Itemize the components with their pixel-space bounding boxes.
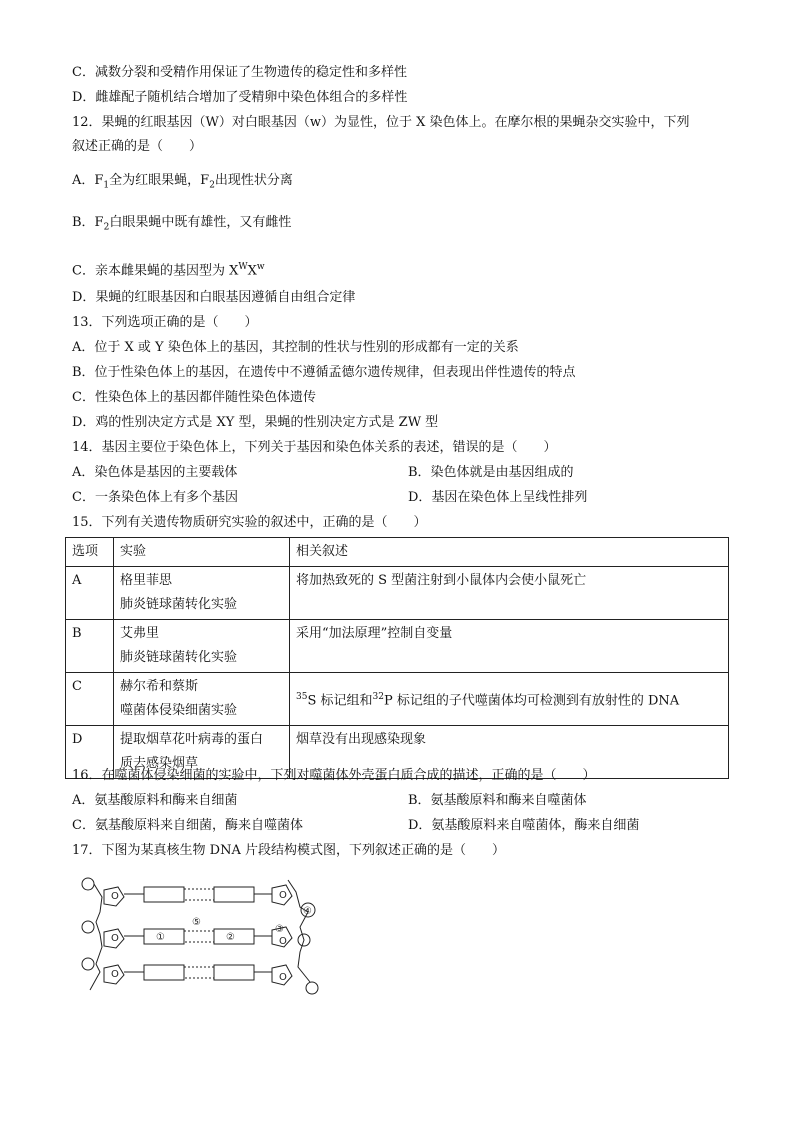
phosphate-circle bbox=[82, 878, 94, 890]
q12-option-b bbox=[72, 214, 291, 237]
q13-option-c: C．性染色体上的基因都伴随性染色体遗传 bbox=[72, 390, 316, 405]
hydrogen-bond-box bbox=[184, 889, 214, 900]
label-3: ③ bbox=[275, 924, 284, 935]
q12-option-a-post: 出现性状分离 bbox=[214, 173, 293, 188]
experiment-line1: 艾弗里 bbox=[120, 626, 160, 641]
phosphate-circle bbox=[82, 958, 94, 970]
hydrogen-bond-box bbox=[184, 967, 214, 978]
label-1: ① bbox=[156, 932, 165, 943]
row-description: 烟草没有出现感染现象 bbox=[290, 726, 729, 779]
base-rectangle bbox=[214, 965, 254, 980]
isotope-s35: 35 bbox=[296, 691, 308, 702]
q14-option-b: B．染色体就是由基因组成的 bbox=[408, 465, 574, 480]
q12-option-c bbox=[72, 258, 265, 280]
q16-option-c: C．氨基酸原料来自细菌，酶来自噬菌体 bbox=[72, 818, 303, 833]
sugar-oxygen-label: O bbox=[111, 891, 119, 902]
q14-option-d: D．基因在染色体上呈线性排列 bbox=[408, 490, 588, 505]
left-backbone bbox=[90, 884, 102, 990]
experiment-line2: 肺炎链球菌转化实验 bbox=[120, 597, 238, 612]
row-experiment bbox=[114, 567, 290, 620]
q13-option-d: D．鸡的性别决定方式是 XY 型，果蝇的性别决定方式是 ZW 型 bbox=[72, 415, 439, 430]
q14-option-a: A．染色体是基因的主要载体 bbox=[72, 465, 238, 480]
row-experiment bbox=[114, 620, 290, 673]
sugar-oxygen-label: O bbox=[111, 969, 119, 980]
header-experiment: 实验 bbox=[114, 538, 290, 567]
isotope-p32: 32 bbox=[372, 691, 384, 702]
q16-option-b: B．氨基酸原料和酶来自噬菌体 bbox=[408, 793, 587, 808]
q16-stem: 16．在噬菌体侵染细菌的实验中，下列对噬菌体外壳蛋白质合成的描述，正确的是（ ） bbox=[72, 768, 596, 783]
description-part-b: P 标记组的子代噬菌体均可检测到有放射性的 DNA bbox=[383, 693, 680, 709]
hydrogen-bond-box bbox=[184, 931, 214, 942]
table-row bbox=[66, 620, 729, 673]
base-rectangle bbox=[144, 887, 184, 902]
label-2: ② bbox=[226, 932, 235, 943]
row-option: C bbox=[66, 673, 114, 726]
header-option: 选项 bbox=[66, 538, 114, 567]
q12-option-a bbox=[72, 172, 293, 195]
phosphate-circle bbox=[82, 921, 94, 933]
table-header-row bbox=[66, 538, 729, 567]
q12-option-a-pre: A．F bbox=[72, 173, 104, 188]
q12-option-b-pre: B．F bbox=[72, 215, 104, 230]
row-experiment bbox=[114, 673, 290, 726]
row-description: 将加热致死的 S 型菌注射到小鼠体内会使小鼠死亡 bbox=[290, 567, 729, 620]
row-description: 采用“加法原理”控制自变量 bbox=[290, 620, 729, 673]
sugar-oxygen-label: O bbox=[279, 890, 287, 901]
experiment-line2: 噬菌体侵染细菌实验 bbox=[120, 703, 238, 718]
q14-option-c: C．一条染色体上有多个基因 bbox=[72, 490, 238, 505]
description-part-a: S 标记组和 bbox=[307, 693, 373, 709]
sugar-oxygen-label: O bbox=[279, 972, 287, 983]
phosphate-circle bbox=[306, 982, 318, 994]
q12-option-a-sub1: 1 bbox=[103, 180, 110, 191]
q14-stem: 14．基因主要位于染色体上，下列关于基因和染色体关系的表述，错误的是（ ） bbox=[72, 440, 557, 455]
q12-option-b-sub: 2 bbox=[103, 222, 110, 233]
experiment-line2: 质去感染烟草 bbox=[120, 756, 199, 771]
q12-option-a-sub2: 2 bbox=[209, 180, 215, 191]
q12-stem-line2: 叙述正确的是（ ） bbox=[72, 139, 203, 154]
q13-option-b: B．位于性染色体上的基因，在遗传中不遵循孟德尔遗传规律，但表现出伴性遗传的特点 bbox=[72, 365, 576, 380]
row-option: D bbox=[66, 726, 114, 779]
experiment-line1: 提取烟草花叶病毒的蛋白 bbox=[120, 732, 264, 747]
row-option: B bbox=[66, 620, 114, 673]
table-row bbox=[66, 673, 729, 726]
q12-option-c-sup1: W bbox=[238, 262, 248, 272]
label-5: ⑤ bbox=[192, 917, 201, 928]
table-row bbox=[66, 567, 729, 620]
experiment-line2: 肺炎链球菌转化实验 bbox=[120, 650, 238, 665]
q11-option-d: D．雌雄配子随机结合增加了受精卵中染色体组合的多样性 bbox=[72, 90, 408, 105]
experiment-line1: 格里菲思 bbox=[120, 573, 173, 588]
q12-option-c-sup2: w bbox=[256, 262, 265, 272]
q16-option-a: A．氨基酸原料和酶来自细菌 bbox=[72, 793, 238, 808]
q17-stem: 17．下图为某真核生物 DNA 片段结构模式图，下列叙述正确的是（ ） bbox=[72, 843, 505, 858]
q12-option-d: D．果蝇的红眼基因和白眼基因遵循自由组合定律 bbox=[72, 290, 356, 305]
base-rectangle bbox=[144, 965, 184, 980]
sugar-oxygen-label: O bbox=[111, 933, 119, 944]
q12-option-a-mid: 全为红眼果蝇，F bbox=[109, 173, 210, 188]
row-option: A bbox=[66, 567, 114, 620]
q12-stem-line1: 12．果蝇的红眼基因（W）对白眼基因（w）为显性，位于 X 染色体上。在摩尔根的果蝇杂交实验中，下列 bbox=[72, 115, 690, 130]
q11-option-c: C．减数分裂和受精作用保证了生物遗传的稳定性和多样性 bbox=[72, 65, 407, 80]
sugar-oxygen-label: O bbox=[279, 936, 287, 947]
base-rectangle bbox=[214, 887, 254, 902]
q13-stem: 13．下列选项正确的是（ ） bbox=[72, 315, 258, 330]
q13-option-a: A．位于 X 或 Y 染色体上的基因，其控制的性状与性别的形成都有一定的关系 bbox=[72, 340, 519, 355]
dna-structure-diagram bbox=[78, 872, 328, 1002]
row-description bbox=[290, 673, 729, 726]
label-4: ④ bbox=[303, 906, 312, 917]
header-description: 相关叙述 bbox=[290, 538, 729, 567]
q16-option-d: D．氨基酸原料来自噬菌体，酶来自细菌 bbox=[408, 818, 640, 833]
q15-table bbox=[65, 537, 729, 779]
q12-option-b-post: 白眼果蝇中既有雄性，又有雌性 bbox=[109, 215, 292, 230]
experiment-line1: 赫尔希和蔡斯 bbox=[120, 679, 199, 694]
q12-option-c-mid: X bbox=[247, 263, 257, 279]
q15-stem: 15．下列有关遗传物质研究实验的叙述中，正确的是（ ） bbox=[72, 515, 427, 530]
q12-option-c-pre: C．亲本雌果蝇的基因型为 X bbox=[72, 263, 239, 279]
